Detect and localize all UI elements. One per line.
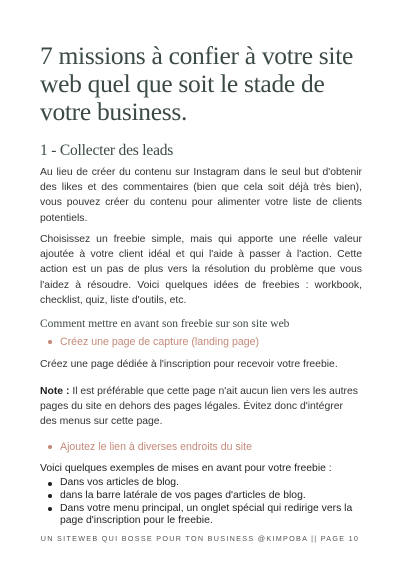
accent-item-landing-page — [48, 336, 259, 348]
bullet-icon — [48, 445, 52, 449]
accent-item-add-link — [48, 441, 252, 453]
bullet-icon — [48, 482, 52, 486]
section-heading: 1 - Collecter des leads — [40, 142, 174, 159]
bullet-icon — [48, 507, 52, 511]
note-text: Il est préférable que cette page n'ait aucun lien vers les autres pages du site en dehors des pages légales. Évitez donc d'intégrer des menus sur cette page. — [40, 386, 358, 428]
accent-item-label: Créez une page de capture (landing page) — [60, 336, 260, 348]
examples-intro: Voici quelques exemples de mises en avant pour votre freebie : — [40, 463, 332, 474]
accent-item-label: Ajoutez le lien à diverses endroits du site — [60, 441, 252, 453]
bullet-icon — [48, 340, 52, 344]
list-item: Dans votre menu principal, un onglet spécial qui redirige vers la page d'inscription pour le freebie. — [46, 503, 366, 529]
note-paragraph — [40, 384, 362, 430]
freebie-paragraph: Choisissez un freebie simple, mais qui apporte une réelle valeur ajoutée à votre client idéal et qui l'aide à passer à l'action. Cette action est un pas de plus vers la résolution du problème que vous l'aidez à résoudre. Voici quelques idées de freebies : workbook, checklist, quiz, liste d'outils, etc. — [40, 234, 362, 306]
examples-list — [46, 477, 366, 528]
subsection-heading: Comment mettre en avant son freebie sur son site web — [40, 318, 290, 330]
list-item: dans la barre latérale de vos pages d'articles de blog. — [46, 490, 366, 503]
bullet-icon — [48, 494, 52, 498]
note-label: Note : — [40, 386, 70, 397]
landing-page-text: Créez une page dédiée à l'inscription pour recevoir votre freebie. — [40, 359, 338, 370]
page-title: 7 missions à confier à votre site web quel que soit le stade de votre business. — [40, 41, 354, 126]
intro-paragraph: Au lieu de créer du contenu sur Instagram dans le seul but d'obtenir des likes et des commentaires (bien que cela soit déjà très bien), vous pouvez créer du contenu pour alimenter votre liste de clients potentiels. — [40, 167, 362, 224]
page-footer: UN SITEWEB QUI BOSSE POUR TON BUSINESS @KIMPOBA || PAGE 10 — [40, 534, 360, 543]
list-item: Dans vos articles de blog. — [46, 477, 366, 490]
